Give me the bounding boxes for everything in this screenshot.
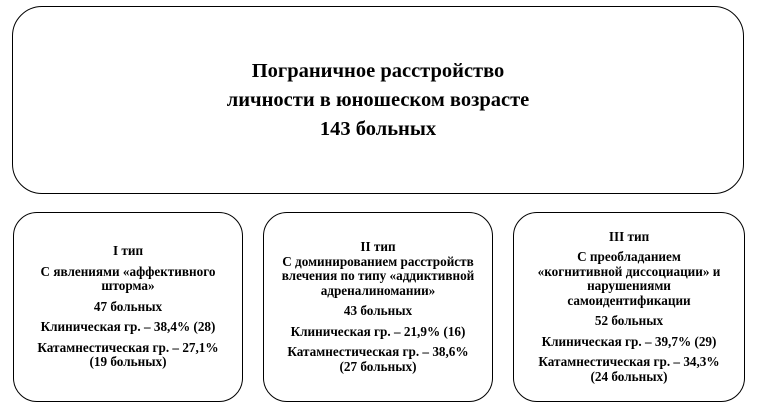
type-1-title: I тип — [112, 243, 144, 259]
type-1-clinical: Клиническая гр. – 38,4% (28) — [40, 319, 216, 335]
type-1-box — [13, 212, 243, 402]
type-2-catamnestic-line2: (27 больных) — [339, 358, 417, 374]
type-2-box — [263, 212, 493, 402]
type-3-catamnestic-line2: (24 больных) — [590, 368, 668, 384]
type-2-description-line2: влечения по типу «аддиктивной — [281, 268, 475, 283]
type-1-description-line2: шторма» — [101, 278, 155, 294]
main-title-line2: личности в юношеском возрасте — [226, 88, 530, 111]
type-3-box — [513, 212, 745, 402]
main-patients: 143 больных — [319, 117, 437, 140]
type-3-title: III тип — [608, 228, 650, 244]
type-2-description-line3: адреналиномании» — [320, 282, 436, 298]
type-1-description-line1: С явлениями «аффективного — [40, 263, 216, 279]
type-2-catamnestic-line1: Катамнестическая гр. – 38,6% — [287, 344, 469, 359]
type-3-patients: 52 больных — [594, 313, 664, 329]
type-1-catamnestic-line2: (19 больных) — [89, 354, 167, 370]
type-2-patients: 43 больных — [343, 303, 413, 318]
main-box — [12, 6, 744, 194]
type-2-clinical: Клиническая гр. – 21,9% (16) — [290, 323, 466, 339]
type-3-description-line4: самоидентификации — [567, 292, 691, 308]
type-3-description-line2: «когнитивной диссоциации» и — [537, 263, 721, 279]
type-3-description-line3: нарушениями — [587, 278, 671, 294]
type-2-title: II тип — [360, 239, 396, 254]
type-2-description-line1: С доминированием расстройств — [282, 253, 474, 269]
main-title-line1: Пограничное расстройство — [251, 59, 505, 82]
type-3-description-line1: С преобладанием — [577, 249, 681, 265]
type-1-catamnestic-line1: Катамнестическая гр. – 27,1% — [37, 339, 219, 355]
type-3-clinical: Клиническая гр. – 39,7% (29) — [541, 333, 717, 349]
type-1-patients: 47 больных — [93, 298, 163, 314]
type-3-catamnestic-line1: Катамнестическая гр. – 34,3% — [538, 354, 720, 370]
